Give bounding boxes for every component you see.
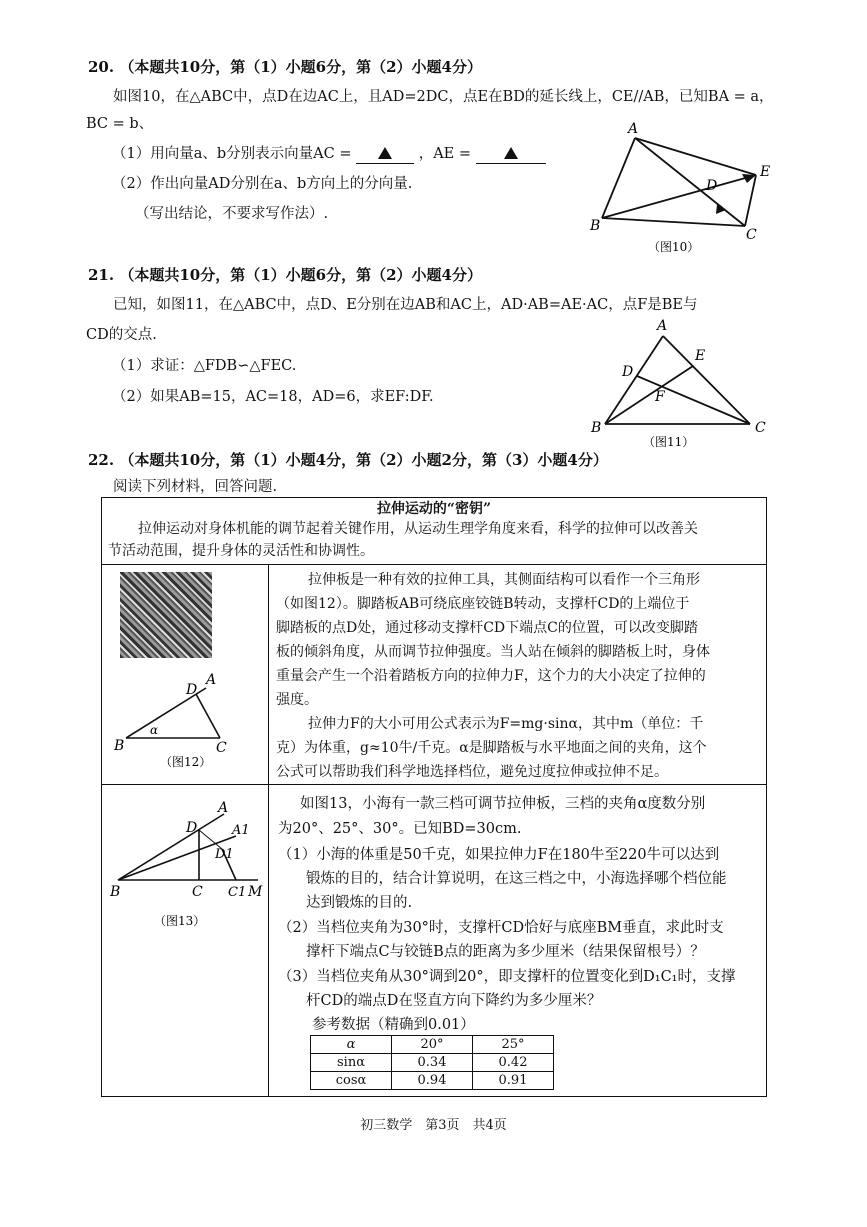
material-intro-1: 拉伸运动对身体机能的调节起着关键作用，从运动生理学角度来看，科学的拉伸可以改善关 <box>138 521 698 537</box>
table-cell: 0.91 <box>473 1072 554 1090</box>
triangle-icon <box>504 147 518 159</box>
fig11-label-b: B <box>591 420 602 436</box>
table-cell: 0.42 <box>473 1054 554 1072</box>
figure-13 <box>106 792 266 942</box>
fig13-label-m: M <box>248 884 263 900</box>
table-cell: 0.94 <box>392 1072 473 1090</box>
triangle-icon <box>378 147 392 159</box>
para1-line-6: 强度。 <box>276 692 318 708</box>
fig10-label-e: E <box>760 164 771 180</box>
reference-title: 参考数据（精确到0.01） <box>312 1017 475 1033</box>
sub1-line-3: 达到锻炼的目的. <box>306 895 413 911</box>
fig12-label-a: A <box>206 672 217 688</box>
fig13-label-b: B <box>110 884 121 900</box>
material-title: 拉伸运动的“密钥” <box>376 501 492 517</box>
sub3-line-2: 杆CD的端点D在竖直方向下降约为多少厘米？ <box>306 993 602 1009</box>
table-row <box>311 1072 554 1090</box>
divider <box>101 564 767 565</box>
material-intro-2: 节活动范围，提升身体的灵活性和协调性。 <box>108 543 374 559</box>
q20-sub1 <box>112 146 546 164</box>
figure-10 <box>580 118 780 256</box>
para1-line-3: 脚踏板的点D处，通过移动支撑杆CD下端点C的位置，可以改变脚踏 <box>276 620 698 636</box>
divider <box>268 564 269 1097</box>
q20-line2: BC = b、 <box>86 116 154 132</box>
divider <box>101 784 767 785</box>
fig10-label-c: C <box>746 227 757 243</box>
fig12-label-alpha: α <box>150 723 159 737</box>
table-row <box>311 1036 554 1054</box>
fig10-label-a: A <box>628 121 639 137</box>
fig13-label-d: D <box>186 820 198 836</box>
page-footer: 初三数学 第3页 共4页 <box>360 1118 507 1133</box>
fig11-label-f: F <box>655 389 665 405</box>
fig12-caption: （图12） <box>160 755 212 769</box>
table-header: 25° <box>473 1036 554 1054</box>
q20-sub1-text-a: （1）用向量a、b分别表示向量AC = <box>112 146 352 162</box>
fig11-label-d: D <box>622 364 634 380</box>
table-header: α <box>311 1036 392 1054</box>
fig12-label-c: C <box>216 740 227 756</box>
sub2-line-2: 撑杆下端点C与铰链B点的距离为多少厘米（结果保留根号）？ <box>306 944 705 960</box>
fig13-caption: （图13） <box>154 914 206 928</box>
stretch-board-photo <box>120 572 212 658</box>
fig10-label-d: D <box>706 178 718 194</box>
q20-sub1-text-b: ，AE = <box>418 146 472 162</box>
table-cell: sinα <box>311 1054 392 1072</box>
q22-intro: 阅读下列材料，回答问题. <box>113 479 278 495</box>
fig13-label-d1: D1 <box>215 847 234 862</box>
fig13-label-a1: A1 <box>232 823 250 838</box>
sub1-line-1: （1）小海的体重是50千克，如果拉伸力F在180牛至220牛可以达到 <box>278 847 720 863</box>
problem-line-1: 如图13，小海有一款三档可调节拉伸板，三档的夹角α度数分别 <box>300 796 706 812</box>
figure-11 <box>585 316 775 450</box>
table-header: 20° <box>392 1036 473 1054</box>
fig11-label-c: C <box>755 420 766 436</box>
para1-line-1: 拉伸板是一种有效的拉伸工具，其侧面结构可以看作一个三角形 <box>308 572 700 588</box>
q21-line2: CD的交点. <box>86 327 157 343</box>
fig10-label-b: B <box>590 218 601 234</box>
para1-line-5: 重量会产生一个沿着踏板方向的拉伸力F，这个力的大小决定了拉伸的 <box>276 668 706 684</box>
fig13-label-a: A <box>218 800 229 816</box>
q20-answer-blank-2[interactable] <box>476 146 546 164</box>
q21-header: 21. （本题共10分，第（1）小题6分，第（2）小题4分） <box>88 266 482 284</box>
table-cell: 0.34 <box>392 1054 473 1072</box>
para2-line-1: 拉伸力F的大小可用公式表示为F=mg·sinα，其中m（单位：千 <box>308 716 704 732</box>
fig11-caption: （图11） <box>643 435 695 449</box>
q20-answer-blank-1[interactable] <box>356 146 414 164</box>
q20-line1: 如图10，在△ABC中，点D在边AC上，且AD=2DC，点E在BD的延长线上，CE//AB，已知BA = a， <box>113 89 774 105</box>
table-row <box>311 1054 554 1072</box>
q20-sub2-note: （写出结论，不要求写作法）. <box>135 206 329 222</box>
para2-line-3: 公式可以帮助我们科学地选择档位，避免过度拉伸或拉伸不足。 <box>276 764 668 780</box>
figure-12 <box>108 668 258 774</box>
q22-header: 22. （本题共10分，第（1）小题4分，第（2）小题2分，第（3）小题4分） <box>88 451 608 469</box>
q21-line1: 已知，如图11，在△ABC中，点D、E分别在边AB和AC上，AD·AB=AE·AC，点F是BE与 <box>113 297 698 313</box>
sub1-line-2: 锻炼的目的，结合计算说明，在这三档之中，小海选择哪个档位能 <box>306 871 727 887</box>
table-cell: cosα <box>311 1072 392 1090</box>
reference-table <box>310 1035 554 1090</box>
problem-line-2: 为20°、25°、30°。已知BD=30cm. <box>278 821 522 837</box>
fig10-caption: （图10） <box>648 240 700 254</box>
sub3-line-1: （3）当档位夹角从30°调到20°，即支撑杆的位置变化到D₁C₁时，支撑 <box>278 969 736 985</box>
fig13-label-c: C <box>192 884 203 900</box>
fig11-label-a: A <box>657 318 668 334</box>
q20-header: 20. （本题共10分，第（1）小题6分，第（2）小题4分） <box>88 58 482 76</box>
q20-sub2: （2）作出向量AD分别在a、b方向上的分向量. <box>112 176 413 192</box>
para2-line-2: 克）为体重，g≈10牛/千克。α是脚踏板与水平地面之间的夹角，这个 <box>276 740 707 756</box>
q21-sub1: （1）求证：△FDB∽△FEC. <box>112 358 297 374</box>
para1-line-2: （如图12）。脚踏板AB可绕底座铰链B转动，支撑杆CD的上端位于 <box>276 596 690 612</box>
q21-sub2: （2）如果AB=15，AC=18，AD=6，求EF:DF. <box>112 389 434 405</box>
sub2-line-1: （2）当档位夹角为30°时，支撑杆CD恰好与底座BM垂直，求此时支 <box>278 920 724 936</box>
fig11-label-e: E <box>695 348 706 364</box>
para1-line-4: 板的倾斜角度，从而调节拉伸强度。当人站在倾斜的脚踏板上时，身体 <box>276 644 710 660</box>
fig12-label-d: D <box>186 682 198 698</box>
fig12-label-b: B <box>114 738 125 754</box>
fig13-label-c1: C1 <box>228 885 247 900</box>
